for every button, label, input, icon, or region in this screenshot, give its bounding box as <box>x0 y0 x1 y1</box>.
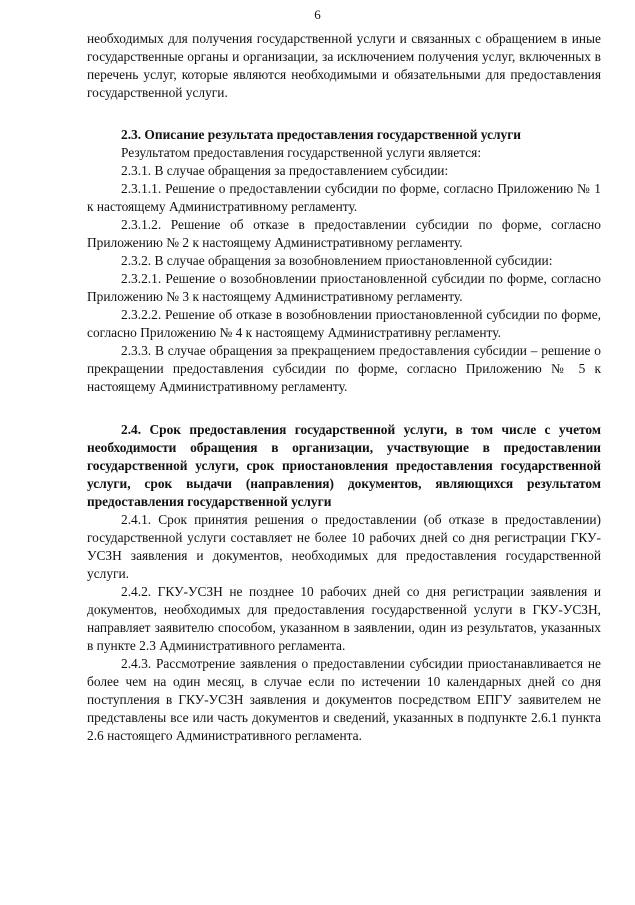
paragraph: необходимых для получения государственной услуги и связанных с обращением в иные государственные органы и организации, за исключением получения услуг, включенных в перечень услуг, которые являются необходимыми и обязательными для предоставления государственной услуги. <box>87 31 601 100</box>
paragraph: 2.3.3. В случае обращения за прекращением предоставления субсидии – решение о прекращении предоставления субсидии по форме, согласно Приложению № 5 к настоящему Административному регламенту. <box>87 343 601 394</box>
paragraph: 2.4.1. Срок принятия решения о предоставлении (об отказе в предоставлении) государственной услуги составляет не более 10 рабочих дней со дня регистрации ГКУ-УСЗН заявления и документов, необходимых для предоставления государственной услуги. <box>87 512 601 581</box>
spacer <box>87 396 601 421</box>
page-number: 6 <box>314 7 321 22</box>
paragraph: 2.3.1. В случае обращения за предоставлением субсидии: <box>121 163 449 178</box>
document-body <box>87 30 601 745</box>
paragraph: 2.4.3. Рассмотрение заявления о предоставлении субсидии приостанавливается не более чем на один месяц, в случае если по истечении 10 календарных дней со дня поступления в ГКУ-УСЗН заявления и документов посредством ЕПГУ заявителем не представлены все или часть документов и сведений, указанных в подпункте 2.6.1 пункта 2.6 настоящего Административного регламента. <box>87 656 601 743</box>
spacer <box>87 102 601 126</box>
paragraph: 2.3.1.1. Решение о предоставлении субсидии по форме, согласно Приложению № 1 к настоящему Административному регламенту. <box>87 181 601 214</box>
paragraph: 2.3.2.1. Решение о возобновлении приостановленной субсидии по форме, согласно Приложению № 3 к настоящему Административному регламенту. <box>87 271 601 304</box>
paragraph: 2.3.1.2. Решение об отказе в предоставлении субсидии по форме, согласно Приложению № 2 к настоящему Административному регламенту. <box>87 217 601 250</box>
paragraph: 2.3.2. В случае обращения за возобновлением приостановленной субсидии: <box>121 253 553 268</box>
paragraph: 2.3.2.2. Решение об отказе в возобновлении приостановленной субсидии по форме, согласно Приложению № 4 к настоящему Административну регламенту. <box>87 307 601 340</box>
paragraph: Результатом предоставления государственной услуги является: <box>121 145 482 160</box>
section-heading-2-3: 2.3. Описание результата предоставления государственной услуги <box>121 127 522 142</box>
paragraph: 2.4.2. ГКУ-УСЗН не позднее 10 рабочих дней со дня регистрации заявления и документов, необходимых для предоставления государственной услуги в ГКУ-УСЗН, направляет заявителю способом, указанном в заявлении, один из результатов, указанных в пункте 2.3 Административного регламента. <box>87 584 601 653</box>
section-heading-2-4: 2.4. Срок предоставления государственной услуги, в том числе с учетом необходимости обращения в организации, участвующие в предоставлении государственной услуги, срок приостановления предоставления государственной услуги, срок выдачи (направления) документов, являющихся результатом предоставления государственной услуги <box>87 422 601 509</box>
